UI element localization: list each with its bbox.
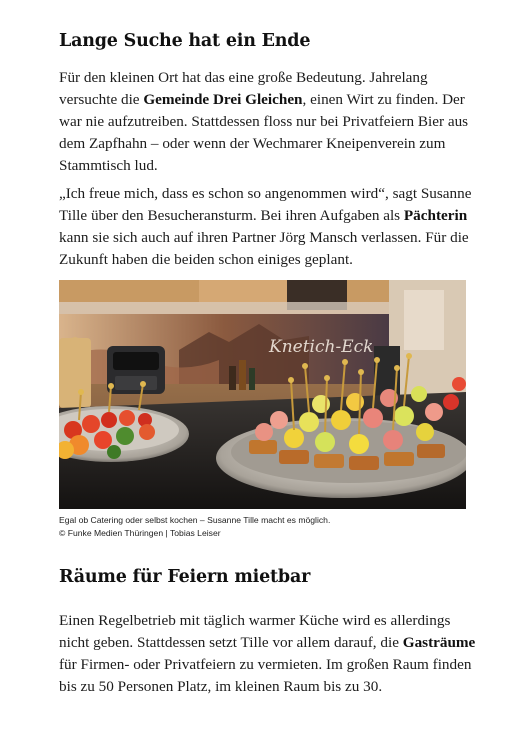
section-heading: Räume für Feiern mietbar (59, 567, 311, 587)
paragraph-text: , einen Wirt zu finden. Der war nie aufzutreiben. Stattdessen floss nur bei Privatfeiern Bier aus dem Zapfhahn – oder wenn der Wechmarer Kneipenverein zum Stammtisch lud. (59, 91, 469, 174)
paragraph-text: für Firmen- oder Privatfeiern zu vermieten. Im großen Raum finden bis zu 50 Personen Platz, im kleinen Raum bis zu 30. (59, 656, 472, 695)
paragraph-text: „Ich freue mich, dass es schon so angenommen wird“, sagt Susanne Tille über den Besucheransturm. Bei ihren Aufgaben als (59, 185, 472, 224)
caption-text: Egal ob Catering oder selbst kochen – Susanne Tille macht es möglich. (59, 515, 331, 525)
article-photo[interactable] (59, 280, 466, 509)
bold-link-paechterin[interactable]: Pächterin (403, 207, 468, 224)
bold-link-gemeinde[interactable]: Gemeinde Drei Gleichen (143, 91, 303, 108)
paragraph-text: kann sie sich auch auf ihren Partner Jörg Mansch verlassen. Für die Zukunft haben die beiden schon einiges geplant. (59, 229, 469, 268)
section-heading: Lange Suche hat ein Ende (59, 31, 311, 51)
photo-credit: © Funke Medien Thüringen | Tobias Leiser (59, 528, 221, 538)
sign-text: Knetich-Eck (269, 337, 374, 357)
photo-illustration (59, 280, 466, 509)
paragraph (59, 67, 479, 177)
bold-link-gastraeume[interactable]: Gasträume (402, 634, 476, 651)
photo-caption (59, 514, 479, 540)
paragraph-text: Für den kleinen Ort hat das eine große Bedeutung. Jahrelang versuchte die (59, 69, 428, 108)
paragraph (59, 183, 479, 271)
paragraph-text: Einen Regelbetrieb mit täglich warmer Küche wird es allerdings nicht geben. Stattdessen setzt Tille vor allem darauf, die (59, 612, 451, 651)
paragraph (59, 610, 479, 698)
